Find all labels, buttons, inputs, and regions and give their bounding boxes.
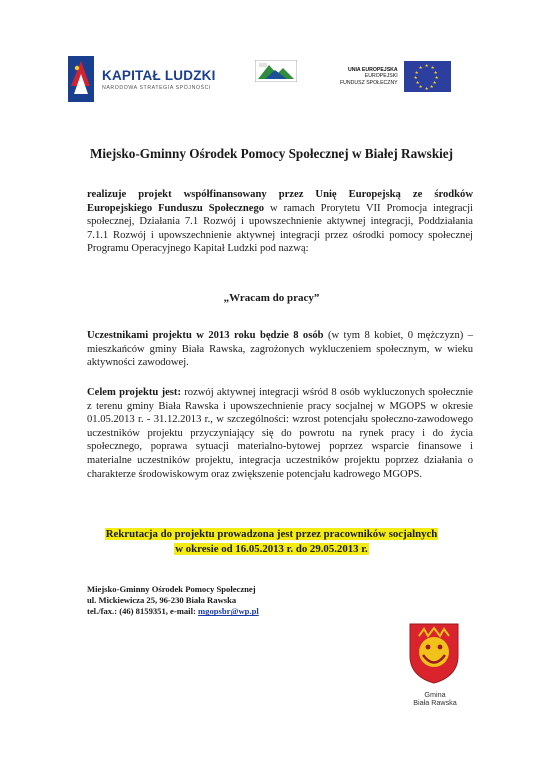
goal-paragraph xyxy=(87,386,473,481)
project-name: „Wracam do pracy” xyxy=(223,292,320,304)
recruitment-line-1: Rekrutacja do projektu prowadzona jest przez pracowników socjalnych xyxy=(105,528,438,540)
regional-program-emblem-icon xyxy=(255,60,297,82)
emblem-caption-line-2: Biała Rawska xyxy=(413,698,457,708)
goal-bold: Celem projektu jest: xyxy=(87,387,181,398)
contact-phone: tel./fax.: (46) 8159351, e-mail: xyxy=(87,606,198,617)
eu-label-fund-1: EUROPEJSKI xyxy=(364,73,398,80)
eu-label-fund-2: FUNDUSZ SPOŁECZNY xyxy=(340,79,398,86)
participants-text: (w tym 8 kobiet, 0 mężczyzn) – mieszkańców gminy Biała Rawska, zagrożonych wykluczeniem społecznym, w wieku aktywności zawodowej. xyxy=(87,330,473,369)
contact-block xyxy=(87,584,259,618)
recruitment-line-2: w okresie od 16.05.2013 r. do 29.05.2013 r. xyxy=(175,543,368,555)
emblem-caption xyxy=(388,691,482,708)
eu-logo xyxy=(340,61,451,92)
eu-label-union: UNIA EUROPEJSKA xyxy=(347,66,398,73)
recruitment-notice xyxy=(0,527,543,557)
contact-phone-line xyxy=(87,606,259,617)
kapital-ludzki-subtitle: NARODOWA STRATEGIA SPÓJNOŚCI xyxy=(102,84,212,91)
eu-flag-icon: ★ ★ ★ ★ ★ ★ ★ ★ ★ ★ ★ ★ xyxy=(404,61,451,92)
participants-paragraph xyxy=(87,329,473,370)
document-title: Miejsko-Gminny Ośrodek Pomocy Społecznej w Białej Rawskiej xyxy=(89,146,454,161)
kapital-ludzki-logo xyxy=(68,54,216,104)
kapital-ludzki-emblem-icon xyxy=(68,56,94,102)
coat-of-arms-icon xyxy=(408,622,460,684)
emblem-caption-line-1: Gmina xyxy=(424,690,446,699)
intro-text: w ramach Prorytetu VII Promocja integracji społecznej, Działania 7.1 Rozwój i upowszechnienie aktywnej integracji, Poddziałania 7.1.1 Rozwój i upowszechnienie aktywnej integracji przez ośrodki pomocy społecznej Programu Operacyjnego Kapitał Ludzki pod nazwą: xyxy=(87,202,473,255)
participants-bold: Uczestnikami projektu w 2013 roku będzie 8 osób xyxy=(87,330,324,341)
regional-program-logo xyxy=(255,60,297,96)
contact-address: ul. Mickiewicza 25, 96-230 Biała Rawska xyxy=(87,595,237,606)
goal-text: rozwój aktywnej integracji wśród 8 osób wykluczonych społecznie z terenu gminy Biała Rawska i upowszechnienie pracy socjalnej w MGOPS w okresie 01.05.2013 r. - 31.12.2013 r., w szczególności: wzrost potencjału społeczno-zawodowego uczestników projektu przyczyniający się do powrotu na rynek pracy i do życia społecznego, poprawa sytuacji materialno-bytowej poprzez wsparcie finansowe i materialne uczestników projektu, integracja uczestników projektu poprzez działania o charakterze środowiskowym oraz zwiększenie potencjału kadrowego MGOPS. xyxy=(87,387,473,480)
contact-email-link[interactable]: mgopsbr@wp.pl xyxy=(197,606,259,617)
kapital-ludzki-title: KAPITAŁ LUDZKI xyxy=(102,67,216,83)
intro-paragraph xyxy=(87,188,473,256)
contact-org: Miejsko-Gminny Ośrodek Pomocy Społecznej xyxy=(87,584,256,594)
intro-bold: realizuje projekt współfinansowany przez Unię Europejską ze środków Europejskiego Funduszu Społecznego xyxy=(87,189,473,214)
